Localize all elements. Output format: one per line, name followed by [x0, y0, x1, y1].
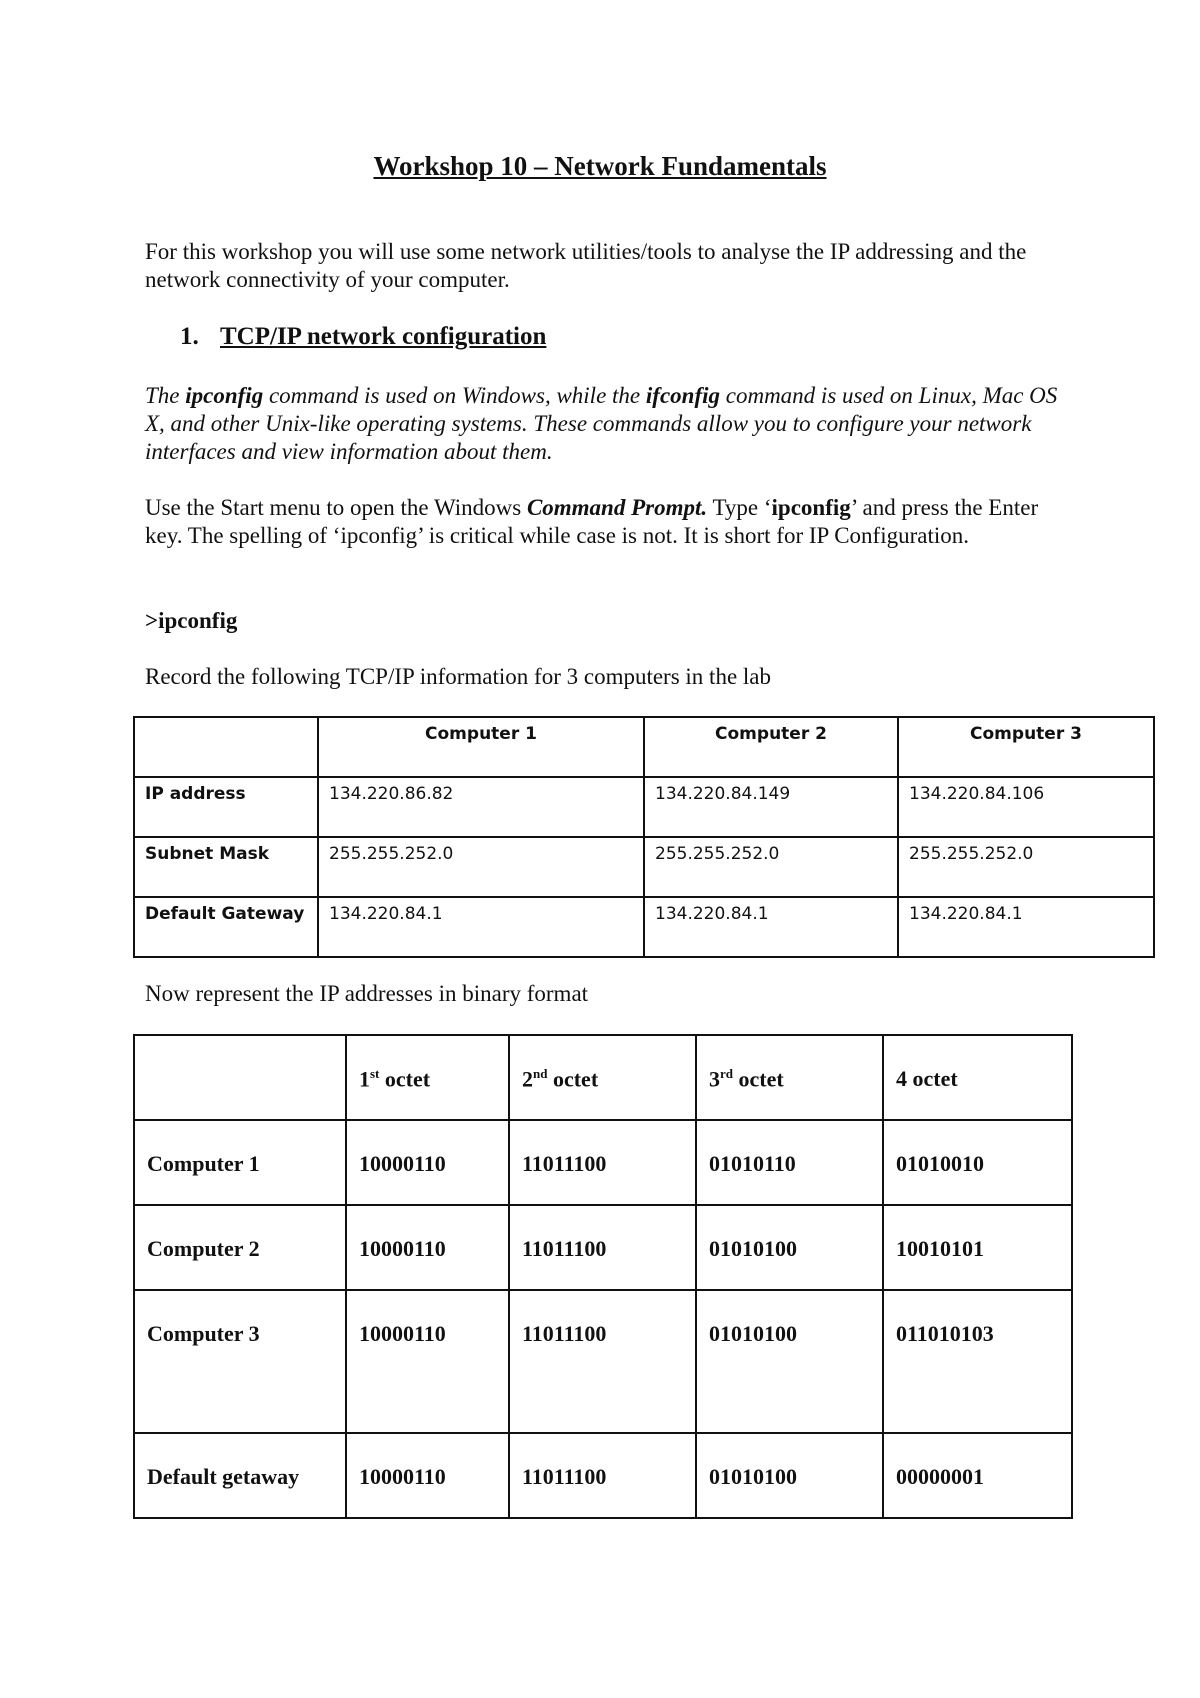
table-cell: 134.220.84.1	[644, 897, 898, 957]
intro-paragraph: For this workshop you will use some network utilities/tools to analyse the IP addressing and the network connectivity of your computer.	[145, 239, 1027, 292]
header-cell	[696, 1035, 883, 1120]
header-cell	[346, 1035, 509, 1120]
ordinal-suffix: st	[370, 1066, 380, 1081]
record-instruction: Record the following TCP/IP information for 3 computers in the lab	[145, 664, 772, 689]
table-cell: 01010100	[696, 1433, 883, 1518]
table-cell: 11011100	[509, 1205, 696, 1290]
table-header-row	[134, 1035, 1072, 1120]
header-cell	[883, 1035, 1072, 1120]
section-heading	[180, 322, 546, 352]
section-number: 1.	[180, 323, 199, 350]
tcpip-table	[133, 716, 1155, 958]
row-label: Computer 1	[134, 1120, 346, 1205]
ordinal-suffix: nd	[533, 1066, 548, 1081]
table-row	[134, 777, 1154, 837]
table-row	[134, 1120, 1072, 1205]
page-title: Workshop 10 – Network Fundamentals	[373, 151, 827, 181]
table-cell: 011010103	[883, 1290, 1072, 1433]
header-text: 2	[522, 1066, 533, 1092]
table-cell: 01010100	[696, 1205, 883, 1290]
row-label: Default getaway	[134, 1433, 346, 1518]
ipconfig-term: ipconfig	[771, 495, 851, 520]
table-cell: 134.220.84.106	[898, 777, 1154, 837]
binary-instruction: Now represent the IP addresses in binary format	[145, 981, 589, 1006]
section-title: TCP/IP network configuration	[220, 323, 547, 350]
header-cell: Computer 2	[644, 717, 898, 777]
binary-table	[133, 1034, 1073, 1519]
header-cell: Computer 1	[318, 717, 644, 777]
table-row	[134, 1205, 1072, 1290]
ordinal-suffix: rd	[720, 1066, 733, 1081]
table-header-row	[134, 717, 1154, 777]
text-span: The	[145, 383, 186, 408]
instructions-paragraph	[145, 494, 1075, 550]
header-text: 1	[359, 1066, 370, 1092]
header-cell: Computer 3	[898, 717, 1154, 777]
table-cell: 134.220.86.82	[318, 777, 644, 837]
table-cell: 11011100	[509, 1290, 696, 1433]
table-row	[134, 837, 1154, 897]
header-text: 4 octet	[896, 1066, 958, 1091]
table-cell: 134.220.84.149	[644, 777, 898, 837]
header-text: octet	[379, 1066, 431, 1092]
text-span: ’ and press the Enter key. The spelling of ‘ipconfig’ is critical while case is not. It is short for IP Configuration.	[145, 495, 1039, 548]
ifconfig-term: ifconfig	[645, 383, 720, 408]
header-text: octet	[547, 1066, 599, 1092]
header-cell	[134, 1035, 346, 1120]
table-cell: 10000110	[346, 1205, 509, 1290]
header-cell	[509, 1035, 696, 1120]
table-cell: 255.255.252.0	[318, 837, 644, 897]
table-cell: 10000110	[346, 1120, 509, 1205]
row-label: Computer 3	[134, 1290, 346, 1433]
row-label: IP address	[134, 777, 318, 837]
row-label: Default Gateway	[134, 897, 318, 957]
row-label: Computer 2	[134, 1205, 346, 1290]
table-cell: 255.255.252.0	[644, 837, 898, 897]
table-cell: 01010100	[696, 1290, 883, 1433]
table-row	[134, 1433, 1072, 1518]
table-cell: 10000110	[346, 1433, 509, 1518]
table-cell: 11011100	[509, 1433, 696, 1518]
header-text: octet	[733, 1066, 784, 1092]
text-span: command is used on Windows, while the	[263, 383, 646, 408]
header-text: 3	[709, 1066, 720, 1092]
command-prompt-term: Command Prompt.	[526, 495, 708, 520]
table-cell: 01010110	[696, 1120, 883, 1205]
text-span: Use the Start menu to open the Windows	[145, 495, 527, 520]
header-cell	[134, 717, 318, 777]
table-row	[134, 1290, 1072, 1433]
command-description	[145, 382, 1075, 466]
table-cell: 00000001	[883, 1433, 1072, 1518]
table-cell: 11011100	[509, 1120, 696, 1205]
text-span: Type ‘	[707, 495, 772, 520]
ipconfig-term: ipconfig	[185, 383, 264, 408]
row-label: Subnet Mask	[134, 837, 318, 897]
table-cell: 10000110	[346, 1290, 509, 1433]
table-cell: 134.220.84.1	[318, 897, 644, 957]
table-cell: 255.255.252.0	[898, 837, 1154, 897]
table-row	[134, 897, 1154, 957]
table-cell: 01010010	[883, 1120, 1072, 1205]
text-span: command is used on Linux, Mac OS X, and other Unix-like operating systems. These commands allow you to configure your network interfaces and view information about them.	[145, 383, 1058, 464]
table-cell: 134.220.84.1	[898, 897, 1154, 957]
command-line: >ipconfig	[145, 608, 238, 633]
table-cell: 10010101	[883, 1205, 1072, 1290]
